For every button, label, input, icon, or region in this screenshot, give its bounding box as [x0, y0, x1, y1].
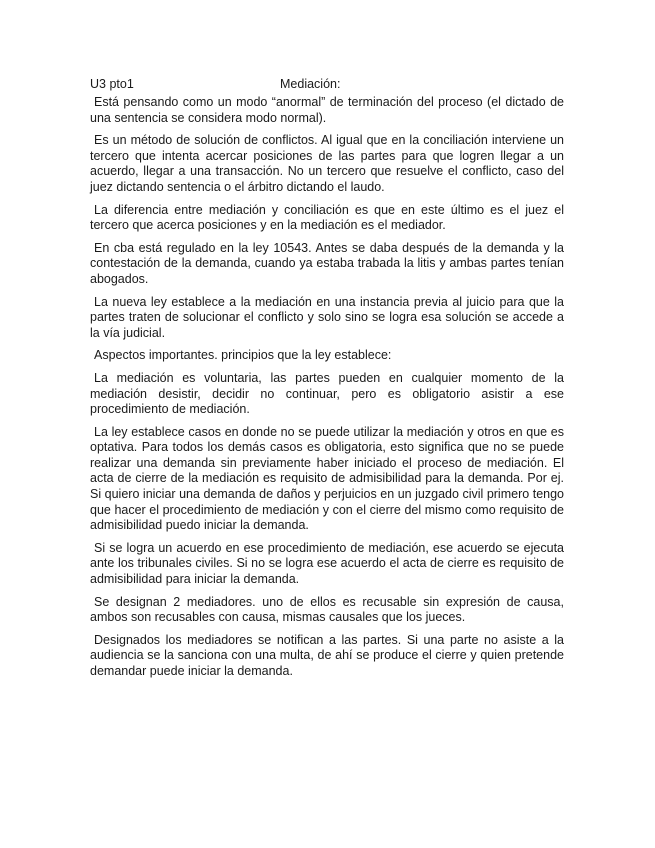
document-header	[90, 75, 564, 93]
document-title: Mediación:	[280, 77, 341, 91]
paragraph: La mediación es voluntaria, las partes pueden en cualquier momento de la mediación desistir, decidir no continuar, pero es obligatorio asistir a ese procedimiento de mediación.	[90, 370, 564, 417]
paragraph: Es un método de solución de conflictos. Al igual que en la conciliación interviene un tercero que intenta acercar posiciones de las partes para que logren llegar a un acuerdo, llegar a una transacción. No un tercero que resuelve el conflicto, caso del juez dictando sentencia o el árbitro dictando el laudo.	[90, 133, 564, 194]
paragraph: La ley establece casos en donde no se puede utilizar la mediación y otros en que es optativa. Para todos los demás casos es obligatoria, esto significa que no se puede realizar una demanda sin previamente haber iniciado el proceso de mediación. El acta de cierre de la mediación es requisito de admisibilidad para la demanda. Por ej. Si quiero iniciar una demanda de daños y perjuicios en un juzgado civil primero tengo que hacer el procedimiento de mediación y con el cierre del mismo como requisito de admisibilidad puedo iniciar la demanda.	[90, 424, 564, 533]
paragraph: Está pensando como un modo “anormal” de terminación del proceso (el dictado de una sentencia se considera modo normal).	[90, 95, 564, 125]
paragraph: Se designan 2 mediadores. uno de ellos es recusable sin expresión de causa, ambos son recusables con causa, mismas causales que los jueces.	[90, 594, 564, 625]
paragraph: Aspectos importantes. principios que la ley establece:	[94, 348, 392, 363]
paragraph: En cba está regulado en la ley 10543. Antes se daba después de la demanda y la contestación de la demanda, cuando ya estaba trabada la litis y ambas partes tenían abogados.	[90, 240, 564, 286]
document-body	[90, 75, 564, 687]
paragraph: La nueva ley establece a la mediación en una instancia previa al juicio para que la partes traten de solucionar el conflicto y solo sino se logra esa solución se accede a la vía judicial.	[90, 294, 564, 340]
unit-label: U3 pto1	[90, 77, 134, 91]
paragraph: La diferencia entre mediación y conciliación es que en este último es el juez el tercero que acerca posiciones y en la mediación es el mediador.	[90, 202, 564, 233]
paragraph: Designados los mediadores se notifican a las partes. Si una parte no asiste a la audiencia se la sanciona con una multa, de ahí se produce el cierre y quien pretende demandar puede iniciar la demanda.	[90, 632, 564, 678]
paragraph: Si se logra un acuerdo en ese procedimiento de mediación, ese acuerdo se ejecuta ante los tribunales civiles. Si no se logra ese acuerdo el acta de cierre es requisito de admisibilidad para iniciar la demanda.	[90, 540, 564, 587]
